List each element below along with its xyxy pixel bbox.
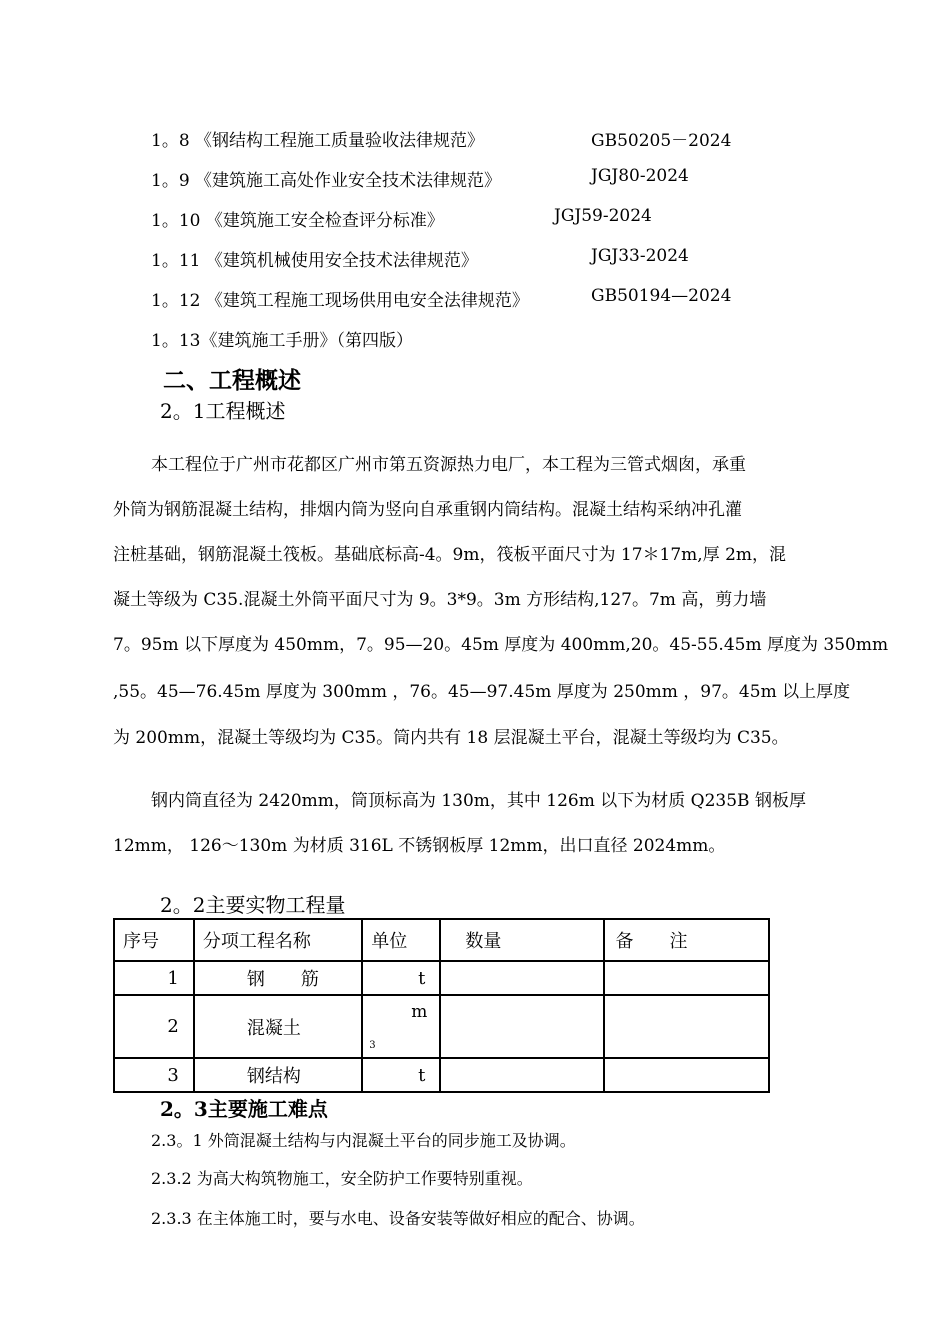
subsection-title: 2。3主要施工难点 (160, 1097, 328, 1121)
row-unit-superscript: 3 (369, 1040, 376, 1051)
reference-item (151, 166, 501, 191)
row-unit-cell (362, 995, 440, 1058)
row-unit: m (411, 1002, 428, 1022)
reference-title: 《建筑工程施工现场供用电安全法律规范》 (205, 291, 529, 311)
table-row (114, 995, 769, 1058)
reference-title: 《建筑施工手册》（第四版） (200, 331, 413, 351)
header-cell: 单位 (362, 919, 440, 961)
quantity-table (113, 918, 770, 1093)
section-title: 二、工程概述 (163, 368, 301, 394)
difficulty-item: 2.3.3 在主体施工时，要与水电、设备安装等做好相应的配合、协调。 (151, 1209, 645, 1228)
reference-title: 《钢结构工程施工质量验收法律规范》 (195, 131, 485, 151)
row-number: 1 (114, 961, 194, 995)
reference-number: 1。12 (151, 291, 201, 311)
row-remark (604, 1058, 769, 1092)
row-name: 钢 筋 (194, 961, 362, 995)
row-quantity (440, 1058, 604, 1092)
table-row (114, 1058, 769, 1092)
paragraph-line: 本工程位于广州市花都区广州市第五资源热力电厂，本工程为三管式烟囱，承重 (151, 455, 746, 475)
header-cell: 备 注 (604, 919, 769, 961)
paragraph-line: 钢内筒直径为 2420mm，筒顶标高为 130m，其中 126m 以下为材质 Q235B 钢板厚 (151, 791, 806, 811)
reference-code: JGJ59-2024 (554, 206, 652, 226)
row-name: 混凝土 (194, 995, 362, 1058)
reference-title: 《建筑机械使用安全技术法律规范》 (205, 251, 478, 271)
difficulty-item: 2.3。1 外筒混凝土结构与内混凝土平台的同步施工及协调。 (151, 1131, 576, 1150)
paragraph-line: 注桩基础，钢筋混凝土筏板。基础底标高-4。9m，筏板平面尺寸为 17＊17m,厚 2m，混 (113, 545, 787, 565)
header-cell: 数量 (440, 919, 604, 961)
reference-item (151, 126, 484, 151)
row-quantity (440, 995, 604, 1058)
paragraph-line: 外筒为钢筋混凝土结构，排烟内筒为竖向自承重钢内筒结构。混凝土结构采纳冲孔灌 (113, 500, 742, 520)
reference-item (151, 326, 413, 351)
row-number: 2 (114, 995, 194, 1058)
reference-title: 《建筑施工高处作业安全技术法律规范》 (195, 171, 502, 191)
paragraph-line: 凝土等级为 C35.混凝土外筒平面尺寸为 9。3*9。3m 方形结构,127。7m 高，剪力墙 (113, 590, 767, 610)
reference-item (151, 286, 529, 311)
reference-title: 《建筑施工安全检查评分标准》 (205, 211, 444, 231)
row-name: 钢结构 (194, 1058, 362, 1092)
paragraph-line: 为 200mm，混凝土等级均为 C35。筒内共有 18 层混凝土平台，混凝土等级均为 C35。 (113, 728, 789, 748)
row-remark (604, 961, 769, 995)
reference-code: GB50205－2024 (591, 131, 732, 151)
paragraph-line: 7。95m 以下厚度为 450mm，7。95—20。45m 厚度为 400mm,20。45-55.45m 厚度为 350mm (113, 635, 889, 655)
reference-item (151, 246, 478, 271)
reference-number: 1。13 (151, 331, 201, 351)
subsection-title: 2。2主要实物工程量 (160, 893, 346, 917)
reference-number: 1。9 (151, 171, 190, 191)
row-unit: t (362, 961, 440, 995)
reference-code: JGJ80-2024 (591, 166, 689, 186)
header-cell: 序号 (114, 919, 194, 961)
reference-number: 1。10 (151, 211, 201, 231)
row-remark (604, 995, 769, 1058)
row-unit: t (362, 1058, 440, 1092)
table-header-row (114, 919, 769, 961)
header-cell: 分项工程名称 (194, 919, 362, 961)
reference-code: GB50194—2024 (591, 286, 732, 306)
reference-item (151, 206, 444, 231)
difficulty-item: 2.3.2 为高大构筑物施工，安全防护工作要特别重视。 (151, 1169, 533, 1188)
row-number: 3 (114, 1058, 194, 1092)
row-quantity (440, 961, 604, 995)
reference-number: 1。8 (151, 131, 190, 151)
paragraph-line: 12mm， 126～130m 为材质 316L 不锈钢板厚 12mm，出口直径 2024mm。 (113, 836, 726, 856)
reference-code: JGJ33-2024 (591, 246, 689, 266)
table-row (114, 961, 769, 995)
paragraph-line: ,55。45—76.45m 厚度为 300mm ，76。45—97.45m 厚度为 250mm ，97。45m 以上厚度 (113, 682, 851, 702)
subsection-title: 2。1工程概述 (160, 399, 286, 423)
reference-number: 1。11 (151, 251, 201, 271)
